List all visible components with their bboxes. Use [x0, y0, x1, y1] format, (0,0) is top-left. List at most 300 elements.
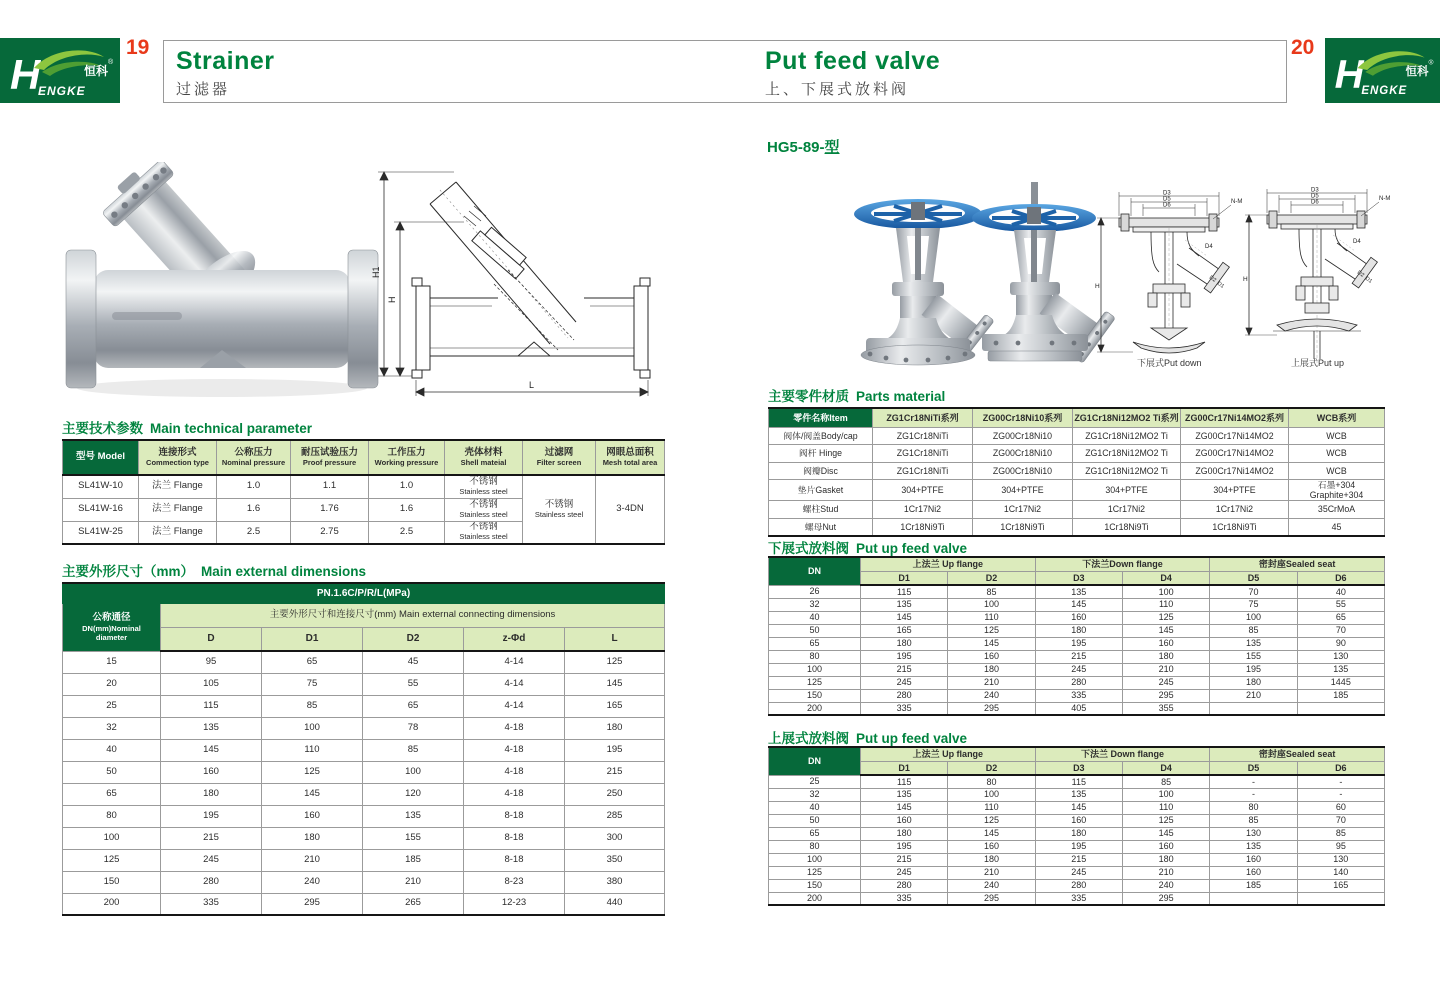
right-title-en: Put feed valve: [765, 47, 941, 75]
table-row: [769, 827, 1385, 840]
dim-label-d4: D4: [1205, 244, 1213, 250]
table-cell: 245: [1035, 663, 1122, 676]
table-cell: 380: [565, 871, 665, 893]
table-cell: 85: [1122, 775, 1209, 788]
table-cell: 180: [948, 853, 1035, 866]
table-cell: 130: [1297, 650, 1384, 663]
table-cell: 195: [861, 840, 948, 853]
table-cell: 295: [1122, 689, 1209, 702]
table-cell: 115: [861, 585, 948, 598]
put-down-section-drawing: [1093, 188, 1245, 370]
table-row: [769, 650, 1385, 663]
col-zd: z-Φd: [464, 627, 565, 651]
page-number-left: 19: [126, 36, 150, 59]
dim-label-nm: N-M: [1231, 199, 1243, 205]
dim-label-h: H: [1095, 283, 1100, 290]
table-cell: 45: [363, 651, 464, 673]
table-cell: 石墨+304 Graphite+304: [1289, 480, 1385, 501]
table-row: [63, 695, 665, 717]
table-row: [769, 689, 1385, 702]
table-cell: 145: [1122, 624, 1209, 637]
table-cell: 1Cr18Ni9Ti: [873, 518, 973, 536]
table-row: [769, 814, 1385, 827]
col-header-dn: DN: [769, 557, 861, 585]
table-cell: 75: [262, 673, 363, 695]
table-cell: 210: [1210, 689, 1297, 702]
table-cell: 50: [769, 814, 861, 827]
dim-label-d1: D1: [1363, 275, 1374, 285]
table-cell: 100: [769, 853, 861, 866]
table-cell: 185: [1210, 879, 1297, 892]
table-cell: 280: [161, 871, 262, 893]
col-header-proof: 耐压试验压力 Proof pressure: [291, 440, 369, 475]
table-row: [769, 840, 1385, 853]
table-cell: 180: [948, 663, 1035, 676]
dim-label-h1: H1: [371, 266, 381, 278]
table-cell: 145: [861, 611, 948, 624]
table-cell: 25: [769, 775, 861, 788]
hengke-logo-icon: [1325, 38, 1440, 103]
right-title-cn: 上、下展式放料阀: [765, 80, 910, 98]
dim-label-d3: D3: [1311, 187, 1319, 194]
table-cell: ZG1Cr18Ni12MO2 Ti: [1073, 445, 1181, 463]
table-cell: 70: [1297, 814, 1384, 827]
table-cell: 185: [363, 849, 464, 871]
table-row: [769, 624, 1385, 637]
dim-label-d2: D2: [1207, 274, 1218, 284]
table-cell: 295: [1122, 892, 1209, 905]
dim-label-nm: N-M: [1379, 196, 1391, 202]
table-cell: 280: [1035, 676, 1122, 689]
table-cell: 304+PTFE: [1073, 480, 1181, 501]
table-cell: 150: [63, 871, 161, 893]
table-cell: 250: [565, 783, 665, 805]
table-cell: 135: [363, 805, 464, 827]
group-up-flange: 上法兰 Up flange: [861, 557, 1036, 571]
put-up-caption: 上展式Put up: [1291, 358, 1345, 368]
table-cell: 阀体/阀盖Body/cap: [769, 427, 873, 445]
table-cell: 100: [1210, 611, 1297, 624]
table-cell: 100: [1122, 585, 1209, 598]
table-cell: 195: [1035, 840, 1122, 853]
table-cell: 8-23: [464, 871, 565, 893]
table-cell: 335: [861, 702, 948, 715]
table-cell: ZG00Cr18Ni10: [973, 427, 1073, 445]
table-cell: ZG1Cr18Ni12MO2 Ti: [1073, 427, 1181, 445]
table-cell: 215: [861, 663, 948, 676]
table-cell: -: [1210, 788, 1297, 801]
table-cell: 40: [1297, 585, 1384, 598]
section-title-cn: 下展式放料阀: [768, 541, 849, 556]
table-cell: 78: [363, 717, 464, 739]
dim-label-h: H: [387, 296, 397, 303]
col-header-mesh: 网眼总面积 Mesh total area: [596, 440, 665, 475]
table-cell: 85: [1210, 814, 1297, 827]
table-cell: 135: [1210, 840, 1297, 853]
strainer-photo-image: [60, 162, 385, 402]
svg-text:H: H: [1334, 52, 1364, 98]
col-header-model: 型号 Model: [63, 440, 139, 475]
table-cell: WCB: [1289, 445, 1385, 463]
table-cell: 145: [262, 783, 363, 805]
table-row: [769, 775, 1385, 788]
table-row: [769, 611, 1385, 624]
table-cell: 135: [1035, 585, 1122, 598]
table-cell: 1Cr18Ni9Ti: [1181, 518, 1289, 536]
table-cell: 115: [1035, 775, 1122, 788]
section-title-parts-material: [768, 385, 945, 405]
table-cell: 140: [1297, 866, 1384, 879]
table-row: [63, 893, 665, 915]
table-cell: 65: [769, 637, 861, 650]
section-title-cn: 主要技术参数: [62, 421, 143, 436]
table-cell: 8-18: [464, 805, 565, 827]
down-feed-valve-table: DN 上法兰 Up flange 下法兰Down flange 密封座Sealed seat D1 D2 D3 D4 D5 D6 26 115 85 135 100 70 40 32 135 100 145 110 75 55 40 145 110 160 125 100 65 50 165 125 180 145 85 70 65 180 145 195 160 135 90 80 195 160 215 180 155 130 100 215 180 245 210 195 135 125 245 210 280 245 180 1445 150 280 240 335 295 210 185 200 335 295 405 355: [768, 556, 1385, 716]
table-cell: 160: [161, 761, 262, 783]
table-cell: 155: [1210, 650, 1297, 663]
table-cell: 75: [1210, 598, 1297, 611]
table-cell: 120: [363, 783, 464, 805]
table-cell: 25: [63, 695, 161, 717]
table-cell: 50: [63, 761, 161, 783]
table-cell: 50: [769, 624, 861, 637]
col-header-nominal: 公称压力 Nominal pressure: [217, 440, 291, 475]
table-cell: 280: [1035, 879, 1122, 892]
table-cell: 245: [1122, 676, 1209, 689]
table-cell: 65: [363, 695, 464, 717]
section-title-en: Put up feed valve: [856, 541, 968, 556]
table-cell: 180: [861, 827, 948, 840]
table-cell: ZG00Cr18Ni10: [973, 445, 1073, 463]
hengke-logo-icon: [0, 38, 120, 103]
table-cell: 100: [769, 663, 861, 676]
table-cell: 185: [1297, 689, 1384, 702]
table-cell: 160: [1122, 637, 1209, 650]
table-cell: 45: [1289, 518, 1385, 536]
table-cell: 200: [769, 892, 861, 905]
table-row: [769, 892, 1385, 905]
table-cell: -: [1297, 788, 1384, 801]
put-down-caption: 下展式Put down: [1137, 358, 1202, 368]
table-cell: 440: [565, 893, 665, 915]
table-cell: 40: [769, 611, 861, 624]
table-cell: 110: [1122, 801, 1209, 814]
table-cell: 145: [565, 673, 665, 695]
table-row: [769, 480, 1385, 501]
table-row: [769, 866, 1385, 879]
table-cell: 125: [948, 624, 1035, 637]
group-down-flange: 下法兰Down flange: [1035, 557, 1210, 571]
span-header: 主要外形尺寸和连接尺寸(mm) Main external connecting dimensions: [161, 603, 665, 627]
table-cell: 4-14: [464, 673, 565, 695]
table-row: [769, 702, 1385, 715]
group-down-flange: 下法兰 Down flange: [1035, 747, 1210, 761]
dim-label-d6: D6: [1163, 202, 1171, 209]
table-cell: 4-18: [464, 761, 565, 783]
table-cell: 335: [861, 892, 948, 905]
table-cell: 阀瓣Disc: [769, 462, 873, 480]
svg-text:恒科: 恒科: [1405, 65, 1429, 78]
table-cell: 240: [948, 689, 1035, 702]
pn-header: PN.1.6C/P/R/L(MPa): [63, 583, 665, 603]
logo-cn: 恒科: [84, 64, 109, 78]
table-row: [769, 637, 1385, 650]
cell-mesh-area: 3-4DN: [596, 475, 665, 544]
table-row: [63, 761, 665, 783]
table-cell: 335: [1035, 689, 1122, 702]
table-cell: 85: [1297, 827, 1384, 840]
dim-label-d5: D5: [1163, 196, 1171, 203]
table-cell: 95: [161, 651, 262, 673]
title-band: [163, 40, 1287, 103]
table-cell: 350: [565, 849, 665, 871]
table-cell: 295: [262, 893, 363, 915]
table-cell: 200: [63, 893, 161, 915]
table-cell: 160: [1210, 853, 1297, 866]
table-cell: 285: [565, 805, 665, 827]
table-cell: ZG1Cr18NiTi: [873, 445, 973, 463]
table-cell: 100: [1122, 788, 1209, 801]
table-row: [769, 879, 1385, 892]
table-cell: 335: [1035, 892, 1122, 905]
table-cell: 405: [1035, 702, 1122, 715]
table-cell: 180: [1122, 853, 1209, 866]
table-row: [63, 805, 665, 827]
table-cell: 95: [1297, 840, 1384, 853]
table-cell: 135: [161, 717, 262, 739]
table-row: [63, 651, 665, 673]
table-cell: 4-18: [464, 717, 565, 739]
dim-label-d1: D1: [1215, 280, 1226, 290]
table-cell: 195: [861, 650, 948, 663]
section-title-en: Main external dimensions: [201, 564, 367, 579]
table-cell: 100: [63, 827, 161, 849]
table-cell: 300: [565, 827, 665, 849]
group-sealed-seat: 密封座Sealed seat: [1210, 747, 1385, 761]
table-cell: 280: [861, 879, 948, 892]
table-cell: 85: [1210, 624, 1297, 637]
table-cell: ZG1Cr18Ni12MO2 Ti: [1073, 462, 1181, 480]
table-cell: 65: [262, 651, 363, 673]
table-cell: 125: [948, 814, 1035, 827]
table-row: [769, 585, 1385, 598]
table-row: [769, 518, 1385, 536]
table-cell: 100: [948, 598, 1035, 611]
table-cell: 165: [861, 624, 948, 637]
table-cell: [1297, 702, 1384, 715]
dim-label-h: H: [1243, 276, 1248, 283]
table-cell: 55: [363, 673, 464, 695]
table-cell: 215: [1035, 650, 1122, 663]
table-cell: 180: [1210, 676, 1297, 689]
dim-label-d3: D3: [1163, 190, 1171, 197]
table-cell: 12-23: [464, 893, 565, 915]
table-cell: 160: [1210, 866, 1297, 879]
table-cell: 135: [1035, 788, 1122, 801]
table-cell: 125: [1122, 814, 1209, 827]
dim-label-d6: D6: [1311, 199, 1319, 206]
table-cell: 160: [1035, 611, 1122, 624]
table-cell: 180: [861, 637, 948, 650]
table-cell: 80: [948, 775, 1035, 788]
table-cell: 245: [861, 676, 948, 689]
col-header-filter: 过滤网 Filter screen: [523, 440, 596, 475]
section-title-down-valve: [768, 537, 967, 557]
table-cell: 55: [1297, 598, 1384, 611]
table-cell: 150: [769, 689, 861, 702]
table-cell: 垫片Gasket: [769, 480, 873, 501]
table-row: [63, 827, 665, 849]
table-cell: 135: [861, 598, 948, 611]
dim-label-d5: D5: [1311, 193, 1319, 200]
table-cell: 105: [161, 673, 262, 695]
table-cell: 125: [769, 866, 861, 879]
table-cell: 8-18: [464, 827, 565, 849]
table-cell: 145: [1122, 827, 1209, 840]
parts-material-table: 零件名称Item ZG1Cr18NiTi系列 ZG00Cr18Ni10系列 ZG1Cr18Ni12MO2 Ti系列 ZG00Cr17Ni14MO2系列 WCB系列 阀体/阀盖Body/cap ZG1Cr18NiTi ZG00Cr18Ni10 ZG1Cr18Ni12MO2 Ti ZG00Cr17Ni14MO2 WCB 阀杆 Hinge ZG1Cr18NiTi ZG00Cr18Ni10 ZG1Cr18Ni12MO2 Ti ZG00Cr17Ni14MO2 WCB 阀瓣Disc ZG1Cr18NiTi ZG00Cr18Ni10 ZG1Cr18Ni12MO2 Ti ZG00Cr17Ni14MO2 WCB 垫片Gasket 304+PTFE 304+PTFE 304+PTFE 304+PTFE 石墨+304 Graphite+304 螺柱Stud 1Cr17Ni2 1Cr17Ni2 1Cr17Ni2 1Cr17Ni2 35CrMoA 螺母Nut 1Cr18Ni9Ti 1Cr18Ni9Ti 1Cr18Ni9Ti 1Cr18Ni9Ti 45: [768, 407, 1385, 537]
col-header-dn: DN: [769, 747, 861, 775]
brand-logo-left: [0, 38, 120, 103]
left-title-en: Strainer: [176, 47, 275, 75]
logo-engke: ENGKE: [38, 84, 86, 98]
table-cell: 295: [948, 892, 1035, 905]
table-cell: 304+PTFE: [873, 480, 973, 501]
table-cell: 280: [861, 689, 948, 702]
table-row: [63, 717, 665, 739]
table-row: [769, 853, 1385, 866]
table-cell: -: [1210, 775, 1297, 788]
table-cell: ZG00Cr17Ni14MO2: [1181, 427, 1289, 445]
table-cell: 32: [63, 717, 161, 739]
table-cell: ZG00Cr17Ni14MO2: [1181, 462, 1289, 480]
table-cell: 180: [1035, 827, 1122, 840]
table-cell: 4-18: [464, 783, 565, 805]
table-cell: 65: [769, 827, 861, 840]
table-cell: 245: [1035, 866, 1122, 879]
table-cell: 1445: [1297, 676, 1384, 689]
table-cell: 125: [565, 651, 665, 673]
section-title-en: Main technical parameter: [150, 421, 313, 436]
table-cell: 160: [948, 650, 1035, 663]
section-title-en: Put up feed valve: [856, 731, 968, 746]
table-row: [769, 462, 1385, 480]
table-cell: 80: [769, 650, 861, 663]
table-cell: 145: [948, 637, 1035, 650]
table-cell: 80: [769, 840, 861, 853]
table-cell: 135: [1210, 637, 1297, 650]
table-row: SL41W-16 法兰 Flange 1.6 1.76 1.6 不锈钢 Stainless steel: [63, 498, 665, 521]
table-cell: 165: [1297, 879, 1384, 892]
section-title-up-valve: [768, 727, 967, 747]
table-cell: ZG00Cr18Ni10: [973, 462, 1073, 480]
table-cell: 304+PTFE: [973, 480, 1073, 501]
table-cell: 180: [565, 717, 665, 739]
table-cell: 40: [63, 739, 161, 761]
strainer-dimension-drawing: [368, 138, 692, 406]
table-cell: 180: [161, 783, 262, 805]
table-cell: 1Cr17Ni2: [1073, 501, 1181, 519]
table-cell: 195: [161, 805, 262, 827]
table-cell: 20: [63, 673, 161, 695]
table-cell: 165: [565, 695, 665, 717]
table-cell: 180: [1035, 624, 1122, 637]
page-number-right: 20: [1291, 36, 1315, 59]
table-row: [63, 673, 665, 695]
table-cell: 110: [262, 739, 363, 761]
table-cell: 145: [948, 827, 1035, 840]
table-row: [769, 501, 1385, 519]
table-cell: 4-14: [464, 651, 565, 673]
table-cell: 115: [161, 695, 262, 717]
table-cell: 160: [262, 805, 363, 827]
table-cell: ZG00Cr17Ni14MO2: [1181, 445, 1289, 463]
table-cell: ZG1Cr18NiTi: [873, 462, 973, 480]
brand-logo-right: [1325, 38, 1440, 103]
table-cell: [1210, 892, 1297, 905]
section-title-en: Parts material: [856, 389, 946, 404]
table-cell: 135: [861, 788, 948, 801]
table-cell: 215: [861, 853, 948, 866]
table-cell: 210: [262, 849, 363, 871]
put-up-section-drawing: [1243, 185, 1393, 370]
table-cell: 65: [1297, 611, 1384, 624]
table-cell: 110: [1122, 598, 1209, 611]
section-title-cn: 主要外形尺寸（mm）: [62, 564, 195, 579]
col-header-connection: 连接形式 Commection type: [139, 440, 217, 475]
table-cell: 100: [948, 788, 1035, 801]
left-title-cn: 过滤器: [176, 80, 231, 98]
logo-h: H: [10, 51, 41, 98]
table-cell: 304+PTFE: [1181, 480, 1289, 501]
col-header-shell: 壳体材料 Shell mateial: [445, 440, 523, 475]
table-cell: 265: [363, 893, 464, 915]
section-title-cn: 主要零件材质: [768, 389, 849, 404]
table-cell: 160: [948, 840, 1035, 853]
group-sealed-seat: 密封座Sealed seat: [1210, 557, 1385, 571]
external-dimensions-table: [62, 582, 665, 916]
table-row: [63, 783, 665, 805]
dim-label-l: L: [529, 380, 535, 390]
table-cell: 240: [262, 871, 363, 893]
table-cell: 335: [161, 893, 262, 915]
table-cell: 240: [948, 879, 1035, 892]
table-cell: 1Cr18Ni9Ti: [973, 518, 1073, 536]
table-cell: 螺柱Stud: [769, 501, 873, 519]
cell-filter-screen: 不锈钢 Stainless steel: [523, 475, 596, 544]
table-cell: 145: [861, 801, 948, 814]
table-cell: 215: [161, 827, 262, 849]
table-row: SL41W-10 法兰 Flange 1.0 1.1 1.0 不锈钢 Stainless steel 不锈钢 Stainless steel 3-4DN: [63, 475, 665, 498]
table-cell: 32: [769, 598, 861, 611]
table-cell: 180: [262, 827, 363, 849]
table-cell: 130: [1297, 853, 1384, 866]
table-cell: 210: [948, 676, 1035, 689]
table-row: [769, 801, 1385, 814]
table-row: [769, 427, 1385, 445]
table-cell: 155: [363, 827, 464, 849]
table-cell: 1Cr17Ni2: [873, 501, 973, 519]
table-cell: 1Cr17Ni2: [1181, 501, 1289, 519]
table-cell: 110: [948, 801, 1035, 814]
table-cell: 145: [1035, 598, 1122, 611]
col-header-item: 零件名称Item: [769, 408, 873, 427]
section-title-tech-params: [62, 417, 312, 437]
table-cell: 160: [1035, 814, 1122, 827]
table-cell: 200: [769, 702, 861, 715]
table-cell: 295: [948, 702, 1035, 715]
registered-mark: ®: [108, 59, 114, 66]
col-d: D: [161, 627, 262, 651]
